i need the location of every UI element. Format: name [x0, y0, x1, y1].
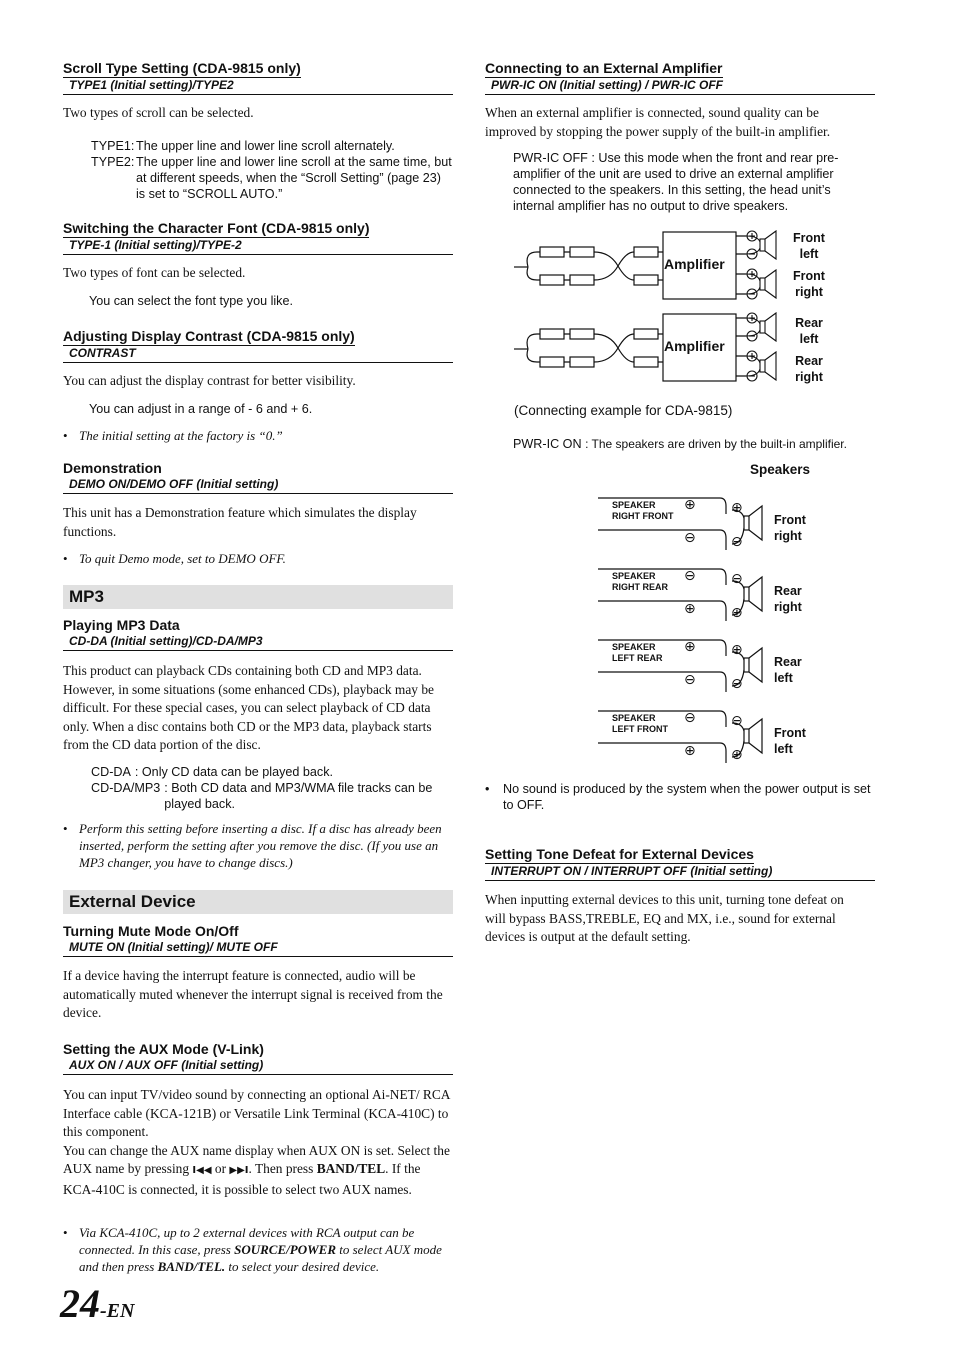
section-demonstration — [63, 460, 453, 494]
heading-external-amplifier: Connecting to an External Amplifier — [485, 60, 723, 76]
polarity-symbol: ⊖ — [684, 530, 696, 546]
label-line: SPEAKER — [612, 500, 656, 510]
key-name: BAND/TEL — [316, 1161, 386, 1177]
polarity-symbol: ⊕ — [684, 639, 696, 655]
subheading-playing-mp3: CD-DA (Initial setting)/CD-DA/MP3 — [63, 634, 453, 651]
paragraph: Two types of scroll can be selected. — [63, 105, 254, 120]
paragraph: This unit has a Demonstration feature which simulates the display functions. — [63, 505, 417, 539]
text-run: to select your desired device. — [225, 1259, 380, 1274]
rca-plug — [634, 247, 658, 257]
text-run: . If the KCA-410C is connected, it is possible to select two AUX names. — [63, 1161, 421, 1197]
speaker-label-rear-left — [786, 315, 832, 347]
speaker-name — [774, 512, 806, 544]
subheading-aux-mode: AUX ON / AUX OFF (Initial setting) — [63, 1058, 453, 1075]
text-run: Via KCA-410C, up to 2 external devices with RCA output can be connected. In this case, press — [79, 1225, 415, 1257]
polarity-symbol: ⊖ — [731, 571, 743, 587]
label-line: right — [795, 370, 823, 384]
subheading-character-font: TYPE-1 (Initial setting)/TYPE-2 — [63, 238, 453, 255]
label-line: Front — [774, 726, 806, 740]
wire — [564, 252, 570, 280]
polarity-symbol: ⊕ — [731, 642, 743, 658]
subheading-external-amplifier: PWR-IC ON (Initial setting) / PWR-IC OFF — [485, 78, 875, 95]
speaker-icon — [746, 269, 776, 299]
pwr-ic-on-description — [513, 436, 883, 452]
rca-plug — [570, 247, 594, 257]
rca-plug — [634, 275, 658, 285]
wire — [594, 252, 634, 280]
label-line: RIGHT REAR — [612, 582, 668, 592]
rca-plug — [570, 275, 594, 285]
wire — [594, 252, 634, 280]
label-line: LEFT FRONT — [612, 724, 668, 734]
section-character-font — [63, 220, 453, 255]
note-item — [63, 427, 453, 444]
bullet: • — [63, 428, 68, 443]
text-run: You can change the AUX name display when AUX ON is set. Select the AUX name by pressing — [63, 1142, 450, 1177]
option-text: : Both CD data and MP3/WMA file tracks can be played back. — [164, 781, 433, 811]
label-line: Rear — [795, 354, 823, 368]
option-text: : Use this mode when the front and rear pre-amplifier of the unit are used to drive an external amplifier connected to the speakers. In this setting, the head unit’s internal amplifier has no output to drive speakers. — [513, 151, 839, 213]
speaker-icons — [746, 231, 776, 381]
subheading-display-contrast: CONTRAST — [63, 346, 453, 363]
label-line: RIGHT FRONT — [612, 511, 674, 521]
subheading-tone-defeat: INTERRUPT ON / INTERRUPT OFF (Initial setting) — [485, 864, 875, 881]
label-line: Front — [774, 513, 806, 527]
polarity-symbol: ⊕ — [684, 743, 696, 759]
polarity-symbol: ⊖ — [731, 534, 743, 550]
speaker-name — [774, 654, 802, 686]
detail-text: You can select the font type you like. — [89, 294, 293, 308]
rca-plug — [634, 357, 658, 367]
paragraph: When an external amplifier is connected, sound quality can be improved by stopping the power supply of the built-in amplifier. — [485, 105, 831, 139]
speaker-icon — [746, 313, 776, 341]
key-name: SOURCE/POWER — [234, 1242, 336, 1257]
label-line: right — [774, 600, 802, 614]
terminal-label — [612, 571, 668, 593]
speaker-name — [774, 725, 806, 757]
option-label: PWR-IC ON — [513, 437, 582, 451]
option-text: : The speakers are driven by the built-in amplifier. — [585, 437, 847, 451]
label-line: left — [799, 332, 819, 346]
key-name: BAND/TEL. — [157, 1259, 226, 1274]
amplifier-label: Amplifier — [664, 256, 725, 272]
terminal-label — [612, 642, 663, 664]
polarity-symbol: ⊖ — [731, 676, 743, 692]
note-text: Perform this setting before inserting a disc. If a disc has already been inserted, perform the setting after you remove the disc. (If you use an MP3 changer, you have to change discs.) — [79, 821, 442, 870]
paragraph-text — [63, 1142, 453, 1200]
terminal-label — [612, 500, 674, 522]
speaker-icon — [746, 231, 776, 259]
heading-demonstration: Demonstration — [63, 460, 162, 476]
rca-plug — [634, 329, 658, 339]
option-label: CD-DA/MP3 — [91, 781, 161, 795]
option-text: The upper line and lower line scroll at the same time, but at different speeds, when the “Scroll Setting” (page 23) is set to “SCROLL AUTO.” — [136, 155, 452, 201]
wire — [594, 334, 634, 362]
option-text: The upper line and lower line scroll alternately. — [136, 139, 395, 153]
terminal-label — [612, 713, 668, 735]
wire — [598, 672, 726, 692]
text-run: or — [211, 1161, 230, 1177]
rca-plug — [540, 275, 564, 285]
section-bar-external-device: External Device — [63, 890, 453, 914]
speaker-label-front-left — [786, 230, 832, 262]
section-scroll-type — [63, 60, 453, 95]
note-item — [63, 550, 453, 567]
bullet: • — [63, 551, 68, 566]
heading-scroll-type: Scroll Type Setting (CDA-9815 only) — [63, 60, 301, 76]
note-text: No sound is produced by the system when the power output is set to OFF. — [503, 782, 871, 812]
heading-playing-mp3: Playing MP3 Data — [63, 617, 180, 633]
option-label: PWR-IC OFF — [513, 151, 588, 165]
label-line: Rear — [774, 655, 802, 669]
section-bar-mp3: MP3 — [63, 585, 453, 609]
heading-tone-defeat: Setting Tone Defeat for External Devices — [485, 846, 754, 862]
note-item — [485, 781, 875, 813]
label-line: Front — [793, 231, 825, 245]
speaker-label-rear-right — [786, 353, 832, 385]
label-line: right — [795, 285, 823, 299]
label-line: LEFT REAR — [612, 653, 663, 663]
section-tone-defeat — [485, 846, 875, 881]
wire — [527, 334, 540, 349]
wire — [527, 252, 540, 267]
label-line: SPEAKER — [612, 713, 656, 723]
wire — [527, 349, 540, 362]
bullet: • — [63, 821, 68, 836]
label-line: Front — [793, 269, 825, 283]
polarity-symbol: ⊕ — [731, 500, 743, 516]
rca-plug — [540, 357, 564, 367]
next-track-icon: ▶▶I — [229, 1165, 249, 1177]
heading-aux-mode: Setting the AUX Mode (V-Link) — [63, 1041, 264, 1057]
subheading-scroll-type: TYPE1 (Initial setting)/TYPE2 — [63, 78, 453, 95]
wire — [736, 318, 746, 376]
rca-plug — [540, 247, 564, 257]
label-line: SPEAKER — [612, 642, 656, 652]
polarity-symbol: ⊖ — [684, 710, 696, 726]
polarity-symbol: ⊖ — [684, 568, 696, 584]
wire — [736, 236, 746, 294]
scroll-type-list — [91, 138, 453, 202]
section-external-amplifier — [485, 60, 875, 95]
amplifier-label: Amplifier — [664, 338, 725, 354]
section-display-contrast — [63, 328, 453, 363]
option-label: TYPE1: — [91, 139, 135, 153]
section-playing-mp3 — [63, 617, 453, 651]
heading-mute-mode: Turning Mute Mode On/Off — [63, 923, 239, 939]
speaker-name — [774, 583, 802, 615]
wire — [598, 743, 726, 763]
polarity-symbol: ⊕ — [731, 747, 743, 763]
wire — [564, 334, 570, 362]
label-line: Rear — [774, 584, 802, 598]
label-line: SPEAKER — [612, 571, 656, 581]
note-text — [79, 1224, 453, 1275]
label-line: left — [774, 671, 793, 685]
option-label: CD-DA — [91, 765, 131, 779]
polarity-symbol: ⊕ — [684, 497, 696, 513]
heading-character-font: Switching the Character Font (CDA-9815 only) — [63, 220, 370, 236]
wire — [658, 252, 663, 280]
wire — [594, 334, 634, 362]
section-aux-mode — [63, 1041, 453, 1075]
polarity-symbol: ⊖ — [684, 672, 696, 688]
paragraph — [63, 1086, 453, 1200]
text-run: . Then press — [248, 1161, 317, 1177]
bullet: • — [63, 1225, 68, 1240]
speakers-title: Speakers — [750, 462, 811, 477]
polarity-symbol: ⊕ — [731, 605, 743, 621]
pwr-ic-off-description — [513, 150, 858, 214]
paragraph-text: You can input TV/video sound by connecting an optional Ai-NET/ RCA Interface cable (KCA-121B) or Versatile Link Terminal (KCA-410C) to this component. — [63, 1087, 450, 1140]
mp3-option-list — [91, 764, 453, 812]
paragraph: You can adjust the display contrast for better visibility. — [63, 373, 356, 388]
wire — [598, 601, 726, 621]
speaker-label-front-right — [786, 268, 832, 300]
label-line: left — [799, 247, 819, 261]
label-line: right — [774, 529, 802, 543]
rca-plug — [570, 329, 594, 339]
wire — [658, 334, 663, 362]
rca-plug — [540, 329, 564, 339]
label-line: Rear — [795, 316, 823, 330]
bullet: • — [485, 782, 490, 796]
page-number-suffix: -EN — [100, 1300, 135, 1322]
wire — [598, 530, 726, 550]
subheading-mute-mode: MUTE ON (Initial setting)/ MUTE OFF — [63, 940, 453, 957]
diagram-caption: (Connecting example for CDA-9815) — [514, 403, 733, 418]
previous-track-icon: I◀◀ — [192, 1165, 212, 1177]
note-text: The initial setting at the factory is “0.” — [79, 428, 283, 443]
subheading-demonstration: DEMO ON/DEMO OFF (Initial setting) — [63, 477, 453, 494]
option-text: : Only CD data can be played back. — [134, 765, 334, 779]
wire — [527, 267, 540, 280]
option-label: TYPE2: — [91, 155, 135, 169]
label-line: left — [774, 742, 793, 756]
page-number-digits: 24 — [60, 1281, 100, 1326]
paragraph: When inputting external devices to this unit, turning tone defeat on will bypass BASS,TREBLE, EQ and MX, i.e., sound for external devices is output at the default setting. — [485, 892, 844, 945]
detail-text: You can adjust in a range of - 6 and + 6. — [89, 402, 313, 416]
section-mute-mode — [63, 923, 453, 957]
rca-plug — [570, 357, 594, 367]
polarity-symbol: ⊖ — [731, 713, 743, 729]
paragraph: Two types of font can be selected. — [63, 265, 246, 280]
speaker-icon — [746, 351, 776, 381]
note-item — [63, 1224, 453, 1275]
paragraph: This product can playback CDs containing both CD and MP3 data. However, in some situations (some enhanced CDs), playback may be difficult. For these special cases, you can select playback of CD data only. When a disc contains both CD or the MP3 data, playback starts from the CD data portion of the disc. — [63, 663, 434, 753]
polarity-symbol: ⊕ — [684, 601, 696, 617]
heading-display-contrast: Adjusting Display Contrast (CDA-9815 only) — [63, 328, 355, 344]
text-run: to select AUX mode and then press — [79, 1242, 442, 1274]
note-item — [63, 820, 453, 871]
paragraph: If a device having the interrupt feature is connected, audio will be automatically muted whenever the interrupt signal is received from the device. — [63, 968, 443, 1021]
page-number — [60, 1280, 134, 1337]
note-text: To quit Demo mode, set to DEMO OFF. — [79, 551, 286, 566]
